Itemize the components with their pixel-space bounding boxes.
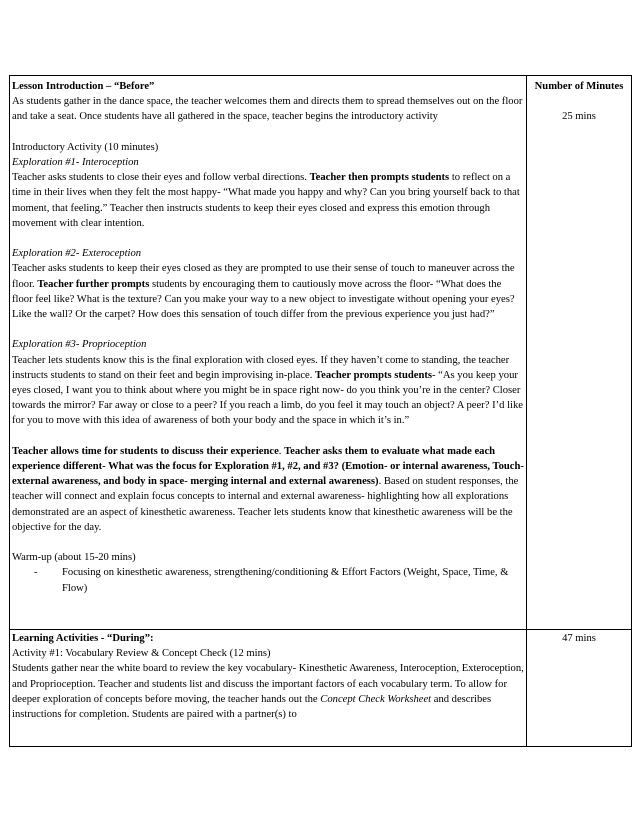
exploration-2-text: Teacher asks students to keep their eyes closed as they are prompted to use their sense of touch to maneuver across the floor. Teacher further prompts students by encouraging them to cautiously move across the floor- “What does the floor feel like? What is the texture? Can you make your way to a new object to investigate without opening your eyes? Like the wall? Or the carpet? How does this sensation of touch differ from the previous experience you just had?” (12, 263, 515, 321)
learning-activities-heading: Learning Activities - “During”: (12, 633, 154, 644)
discussion-text: Teacher allows time for students to discuss their experience. Teacher asks them to evaluate what made each experience different- What was the focus for Exploration #1, #2, and #3? (Emotion- or internal awareness, Touch- external awareness, and body in space- merging internal and external awareness). Based on student responses, the teacher will connect and explain focus concepts to internal and external awareness- highlighting how all explorations demonstrated are an aspect of kinesthetic awareness. Teacher lets students know that kinesthetic awareness will be the objective for the day. (12, 445, 524, 533)
exploration-1-title: Exploration #1- Interoception (12, 157, 139, 168)
minutes-value-2: 47 mins (562, 633, 596, 644)
row-divider (10, 629, 631, 630)
minutes-header: Number of Minutes (534, 81, 624, 92)
minutes-cell-1 (527, 79, 631, 125)
exploration-3-text: Teacher lets students know this is the final exploration with closed eyes. If they haven’t come to standing, the teacher instructs students to stand on their feet and begin improvising in-place. Teacher prompts students- “As you keep your eyes closed, I want you to think about where you might be in space right now- do you think you’re in the center? Closer towards the mirror? Far away or close to a peer? If you reach a limb, do you feel it may touch an object? A peer? I’d like for you to move with this idea of awareness of both your body and the space in which it’s in.” (12, 354, 523, 427)
exploration-3-title: Exploration #3- Proprioception (12, 339, 147, 351)
activity-1-text: Students gather near the white board to review the key vocabulary- Kinesthetic Awareness, Interoception, Exteroception, and Proprioception. Teacher and students list and discuss the important factors of each vocabulary term. To allow for deeper exploration of concepts before moving, the teacher hands out the Concept Check Worksheet and describes instructions for completion. Students are paired with a partner(s) to (12, 663, 524, 721)
exploration-1-text: Teacher asks students to close their eyes and follow verbal directions. Teacher then prompts students to reflect on a time in their lives when they felt the most happy- “What made you happy and why? Can you bring yourself back to that moment, that feeling.” Teacher then instructs students to keep their eyes closed and express this emotion through movement with clear intention. (12, 172, 520, 229)
warmup-bullet-text: Focusing on kinesthetic awareness, strengthening/conditioning & Effort Factors (Weight, Space, Time, & Flow) (62, 567, 509, 594)
bullet-dash: - (34, 567, 38, 579)
lesson-introduction-heading: Lesson Introduction – “Before” (12, 81, 155, 92)
warmup-label: Warm-up (about 15-20 mins) (12, 552, 136, 564)
learning-activities-cell (12, 631, 524, 722)
exploration-2-title: Exploration #2- Exteroception (12, 248, 142, 260)
activity-1-label: Activity #1: Vocabulary Review & Concept Check (12 mins) (12, 648, 271, 660)
minutes-value-1: 25 mins (562, 111, 596, 123)
minutes-cell-2 (527, 631, 631, 646)
lesson-plan-table (9, 75, 632, 747)
lesson-introduction-cell (12, 79, 524, 596)
intro-text: As students gather in the dance space, the teacher welcomes them and directs them to spread themselves out on the floor and take a seat. Once students have all gathered in the space, teacher begins the introductory activity (12, 96, 523, 123)
warmup-bullet (12, 565, 524, 595)
introductory-activity-label: Introductory Activity (10 minutes) (12, 141, 159, 153)
